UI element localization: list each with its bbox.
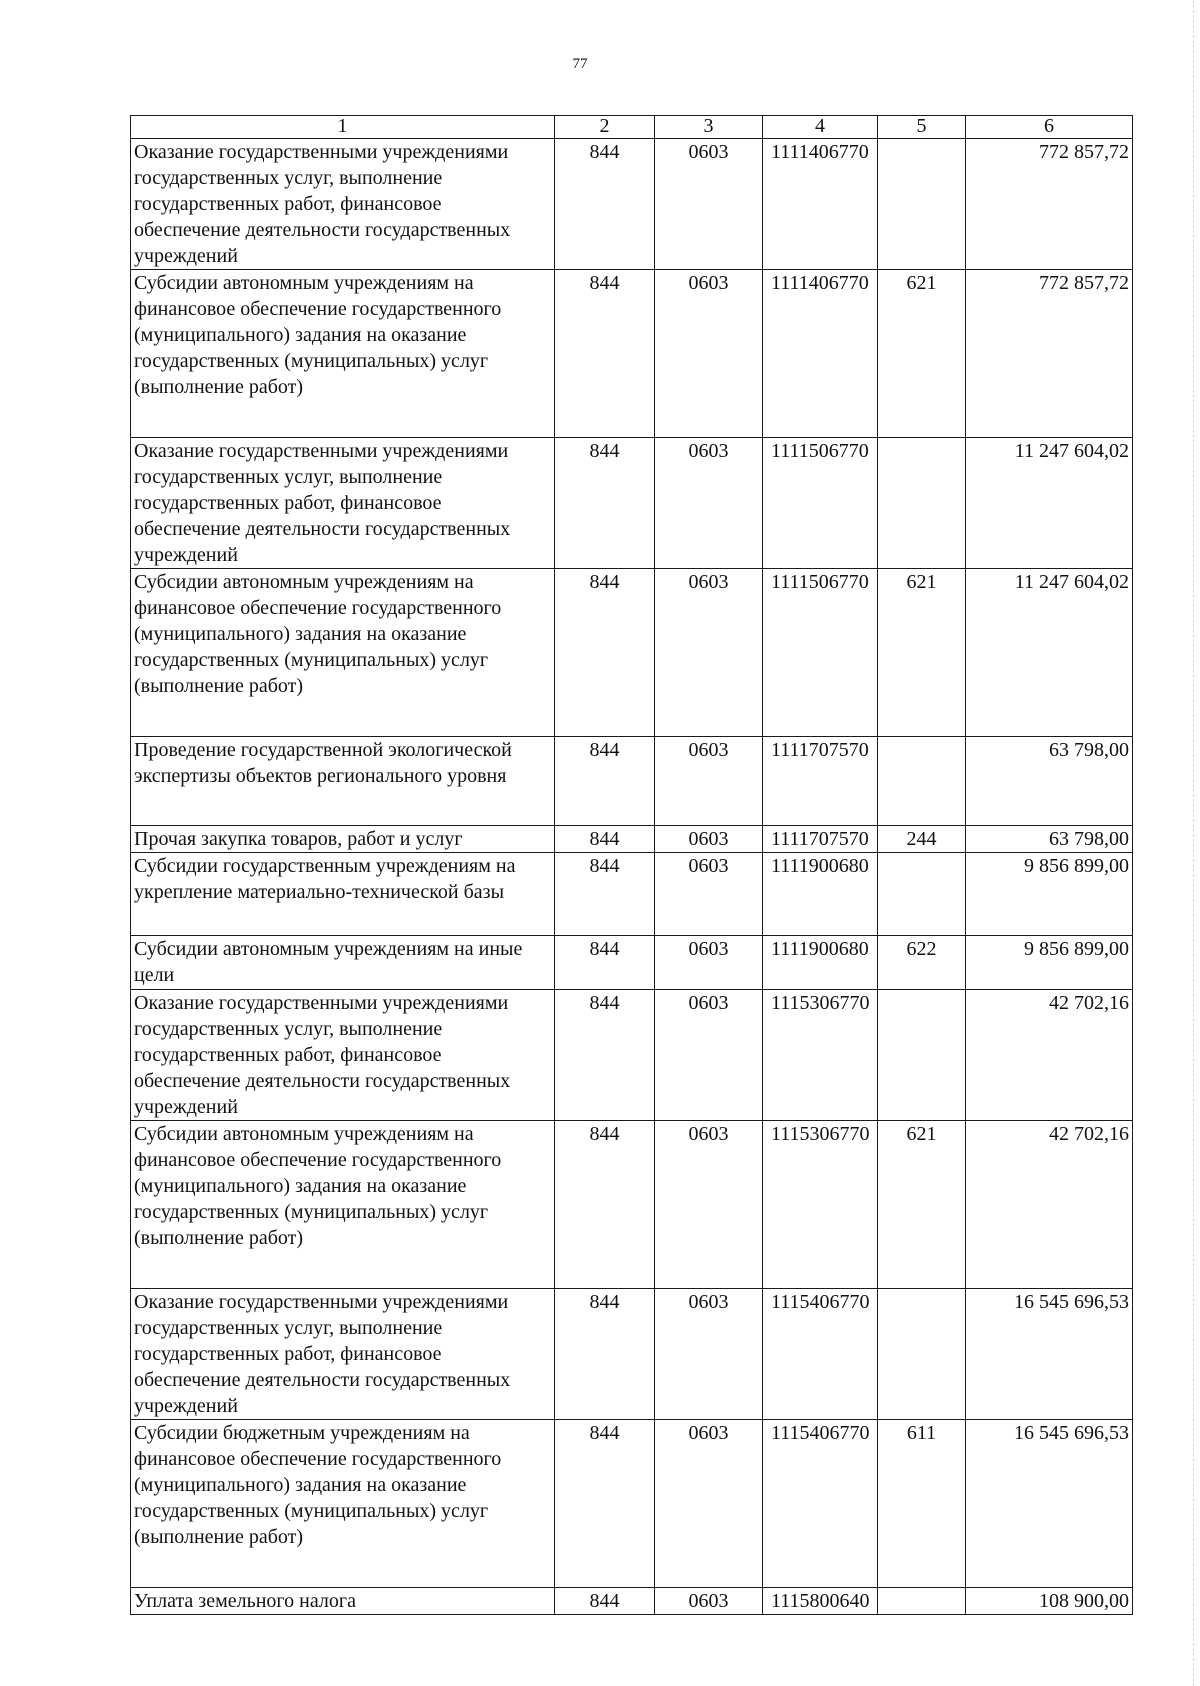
row-name-cell: Субсидии автономным учреждениям на финансовое обеспечение государственного (муниципального) задания на оказание государственных (муниципальных) услуг (выполнение работ) [131, 270, 555, 438]
row-csr-cell: 1111406770 [763, 139, 878, 270]
row-sum-cell: 63 798,00 [966, 737, 1133, 826]
row-grbs-cell: 844 [555, 569, 655, 737]
row-name-cell: Оказание государственными учреждениями государственных услуг, выполнение государственных работ, финансовое обеспечение деятельности государственных учреждений [131, 438, 555, 569]
page-number: 77 [572, 56, 588, 72]
row-sum-cell: 63 798,00 [966, 826, 1133, 853]
row-vr-cell: 622 [878, 936, 966, 990]
row-grbs-cell: 844 [555, 1588, 655, 1615]
budget-table [130, 115, 1133, 1615]
row-sum-cell: 16 545 696,53 [966, 1289, 1133, 1420]
row-section-cell: 0603 [655, 438, 763, 569]
row-name-cell: Проведение государственной экологической экспертизы объектов регионального уровня [131, 737, 555, 826]
row-sum-cell: 9 856 899,00 [966, 936, 1133, 990]
header-cell: 4 [763, 116, 878, 139]
row-csr-cell: 1111900680 [763, 853, 878, 936]
row-grbs-cell: 844 [555, 1289, 655, 1420]
table-row [131, 936, 1133, 990]
row-csr-cell: 1115306770 [763, 1121, 878, 1289]
table-row [131, 1588, 1133, 1615]
row-name-cell: Прочая закупка товаров, работ и услуг [131, 826, 555, 853]
row-vr-cell: 621 [878, 270, 966, 438]
row-section-cell: 0603 [655, 569, 763, 737]
row-vr-cell: 621 [878, 569, 966, 737]
row-sum-cell: 108 900,00 [966, 1588, 1133, 1615]
row-name-cell: Субсидии автономным учреждениям на иные цели [131, 936, 555, 990]
table-row [131, 853, 1133, 936]
row-grbs-cell: 844 [555, 990, 655, 1121]
table-row [131, 139, 1133, 270]
table-row [131, 826, 1133, 853]
row-grbs-cell: 844 [555, 270, 655, 438]
table-row [131, 1289, 1133, 1420]
row-grbs-cell: 844 [555, 936, 655, 990]
row-grbs-cell: 844 [555, 737, 655, 826]
table-row [131, 1420, 1133, 1588]
row-csr-cell: 1115306770 [763, 990, 878, 1121]
header-cell: 1 [131, 116, 555, 139]
row-grbs-cell: 844 [555, 1121, 655, 1289]
row-section-cell: 0603 [655, 1289, 763, 1420]
row-section-cell: 0603 [655, 1588, 763, 1615]
row-csr-cell: 1111506770 [763, 569, 878, 737]
row-csr-cell: 1115406770 [763, 1289, 878, 1420]
row-name-cell: Субсидии автономным учреждениям на финансовое обеспечение государственного (муниципального) задания на оказание государственных (муниципальных) услуг (выполнение работ) [131, 569, 555, 737]
row-vr-cell [878, 438, 966, 569]
row-name-cell: Оказание государственными учреждениями государственных услуг, выполнение государственных работ, финансовое обеспечение деятельности государственных учреждений [131, 139, 555, 270]
header-cell: 5 [878, 116, 966, 139]
header-cell: 6 [966, 116, 1133, 139]
row-sum-cell: 16 545 696,53 [966, 1420, 1133, 1588]
row-sum-cell: 772 857,72 [966, 139, 1133, 270]
table-row [131, 270, 1133, 438]
row-grbs-cell: 844 [555, 853, 655, 936]
row-section-cell: 0603 [655, 826, 763, 853]
row-vr-cell: 611 [878, 1420, 966, 1588]
row-csr-cell: 1111406770 [763, 270, 878, 438]
row-vr-cell [878, 737, 966, 826]
row-sum-cell: 11 247 604,02 [966, 438, 1133, 569]
row-vr-cell [878, 1588, 966, 1615]
row-grbs-cell: 844 [555, 139, 655, 270]
row-sum-cell: 772 857,72 [966, 270, 1133, 438]
row-csr-cell: 1115800640 [763, 1588, 878, 1615]
row-csr-cell: 1111506770 [763, 438, 878, 569]
row-name-cell: Субсидии государственным учреждениям на укрепление материально-технической базы [131, 853, 555, 936]
row-section-cell: 0603 [655, 1420, 763, 1588]
row-section-cell: 0603 [655, 270, 763, 438]
row-section-cell: 0603 [655, 990, 763, 1121]
row-sum-cell: 42 702,16 [966, 1121, 1133, 1289]
row-grbs-cell: 844 [555, 438, 655, 569]
table-row [131, 569, 1133, 737]
row-vr-cell: 621 [878, 1121, 966, 1289]
row-section-cell: 0603 [655, 936, 763, 990]
row-sum-cell: 9 856 899,00 [966, 853, 1133, 936]
row-csr-cell: 1111707570 [763, 826, 878, 853]
header-cell: 2 [555, 116, 655, 139]
table-row [131, 1121, 1133, 1289]
table-header-row [131, 116, 1133, 139]
header-cell: 3 [655, 116, 763, 139]
row-csr-cell: 1115406770 [763, 1420, 878, 1588]
row-name-cell: Оказание государственными учреждениями государственных услуг, выполнение государственных работ, финансовое обеспечение деятельности государственных учреждений [131, 990, 555, 1121]
row-section-cell: 0603 [655, 139, 763, 270]
scan-edge-mark [1192, 0, 1194, 1686]
row-name-cell: Субсидии бюджетным учреждениям на финансовое обеспечение государственного (муниципального) задания на оказание государственных (муниципальных) услуг (выполнение работ) [131, 1420, 555, 1588]
row-grbs-cell: 844 [555, 1420, 655, 1588]
table-row [131, 438, 1133, 569]
table-row [131, 737, 1133, 826]
row-csr-cell: 1111707570 [763, 737, 878, 826]
row-vr-cell [878, 1289, 966, 1420]
row-section-cell: 0603 [655, 853, 763, 936]
row-name-cell: Субсидии автономным учреждениям на финансовое обеспечение государственного (муниципального) задания на оказание государственных (муниципальных) услуг (выполнение работ) [131, 1121, 555, 1289]
row-name-cell: Уплата земельного налога [131, 1588, 555, 1615]
row-vr-cell [878, 990, 966, 1121]
row-grbs-cell: 844 [555, 826, 655, 853]
row-vr-cell [878, 853, 966, 936]
row-section-cell: 0603 [655, 737, 763, 826]
table-row [131, 990, 1133, 1121]
row-sum-cell: 42 702,16 [966, 990, 1133, 1121]
row-csr-cell: 1111900680 [763, 936, 878, 990]
row-vr-cell: 244 [878, 826, 966, 853]
row-section-cell: 0603 [655, 1121, 763, 1289]
row-vr-cell [878, 139, 966, 270]
row-name-cell: Оказание государственными учреждениями государственных услуг, выполнение государственных работ, финансовое обеспечение деятельности государственных учреждений [131, 1289, 555, 1420]
row-sum-cell: 11 247 604,02 [966, 569, 1133, 737]
